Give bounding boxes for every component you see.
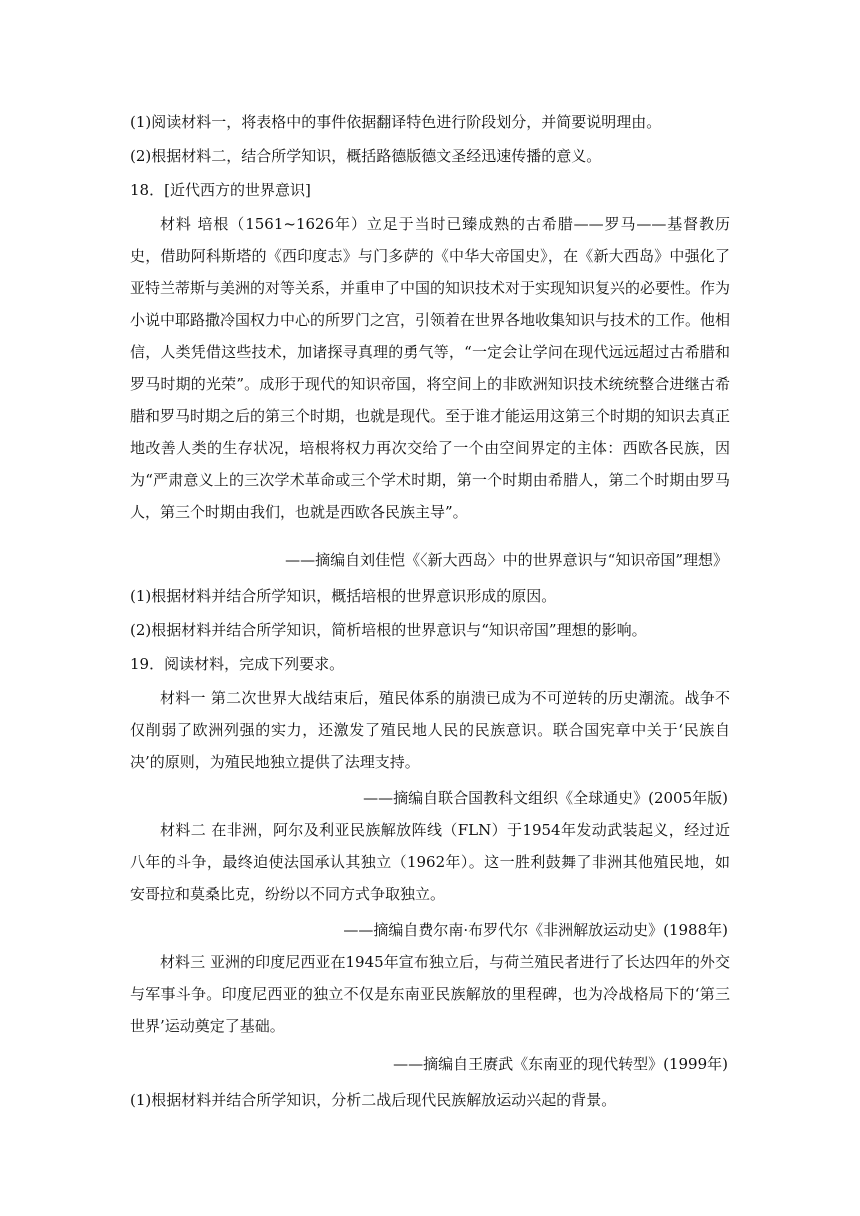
q18-sub-question-2: (2)根据材料并结合所学知识，简析培根的世界意识与“知识帝国”理想的影响。: [130, 621, 647, 639]
q19-source-2: ——摘编自费尔南·布罗代尔《非洲解放运动史》(1988年): [343, 921, 728, 939]
q17-sub-question-1: (1)阅读材料一，将表格中的事件依据翻译特色进行阶段划分，并简要说明理由。: [130, 113, 662, 131]
q18-material: 材料 培根（1561~1626年）立足于当时已臻成熟的古希腊——罗马——基督教历史，借助阿科斯塔的《西印度志》与门多萨的《中华大帝国史》，在《新大西岛》中强化了亚特兰蒂斯与美洲的对等关系，并重申了中国的知识技术对于实现知识复兴的必要性。作为小说中耶路撒冷国权力中心的所罗门之宫，引领着在世界各地收集知识与技术的工作。他相信，人类凭借这些技术，加诸探寻真理的勇气等，“一定会让学问在现代远远超过古希腊和罗马时期的光荣”。成形于现代的知识帝国，将空间上的非欧洲知识技术统统整合进继古希腊和罗马时期之后的第三个时期，也就是现代。至于谁才能运用这第三个时期的知识去真正地改善人类的生存状况，培根将权力再次交给了一个由空间界定的主体：西欧各民族，因为“严肃意义上的三次学术革命或三个学术时期，第一个时期由希腊人，第二个时期由罗马人，第三个时期由我们，也就是西欧各民族主导”。: [130, 215, 731, 521]
q18-source: ——摘编自刘佳恺《〈新大西岛〉中的世界意识与“知识帝国”理想》: [285, 551, 728, 569]
q19-material-1: 材料一 第二次世界大战结束后，殖民体系的崩溃已成为不可逆转的历史潮流。战争不仅削弱了欧洲列强的实力，还激发了殖民地人民的民族意识。联合国宪章中关于‘民族自决’的原则，为殖民地独立提供了法理支持。: [130, 689, 730, 771]
q19-sub-question-1: (1)根据材料并结合所学知识，分析二战后现代民族解放运动兴起的背景。: [130, 1091, 617, 1109]
q18-heading: 18．[近代西方的世界意识]: [130, 181, 311, 199]
q19-material-2: 材料二 在非洲，阿尔及利亚民族解放阵线（FLN）于1954年发动武装起义，经过近八年的斗争，最终迫使法国承认其独立（1962年）。这一胜利鼓舞了非洲其他殖民地，如安哥拉和莫桑比克，纷纷以不同方式争取独立。: [130, 821, 730, 903]
q19-source-3: ——摘编自王赓武《东南亚的现代转型》(1999年): [393, 1055, 728, 1073]
q18-sub-question-1: (1)根据材料并结合所学知识，概括培根的世界意识形成的原因。: [130, 587, 557, 605]
q19-source-1: ——摘编自联合国教科文组织《全球通史》(2005年版): [363, 789, 728, 807]
q17-sub-question-2: (2)根据材料二，结合所学知识，概括路德版德文圣经迅速传播的意义。: [130, 147, 602, 165]
q19-material-3: 材料三 亚洲的印度尼西亚在1945年宣布独立后，与荷兰殖民者进行了长达四年的外交与军事斗争。印度尼西亚的独立不仅是东南亚民族解放的里程碑，也为冷战格局下的‘第三世界’运动奠定了基础。: [130, 953, 730, 1035]
q19-heading: 19．阅读材料，完成下列要求。: [130, 655, 345, 673]
